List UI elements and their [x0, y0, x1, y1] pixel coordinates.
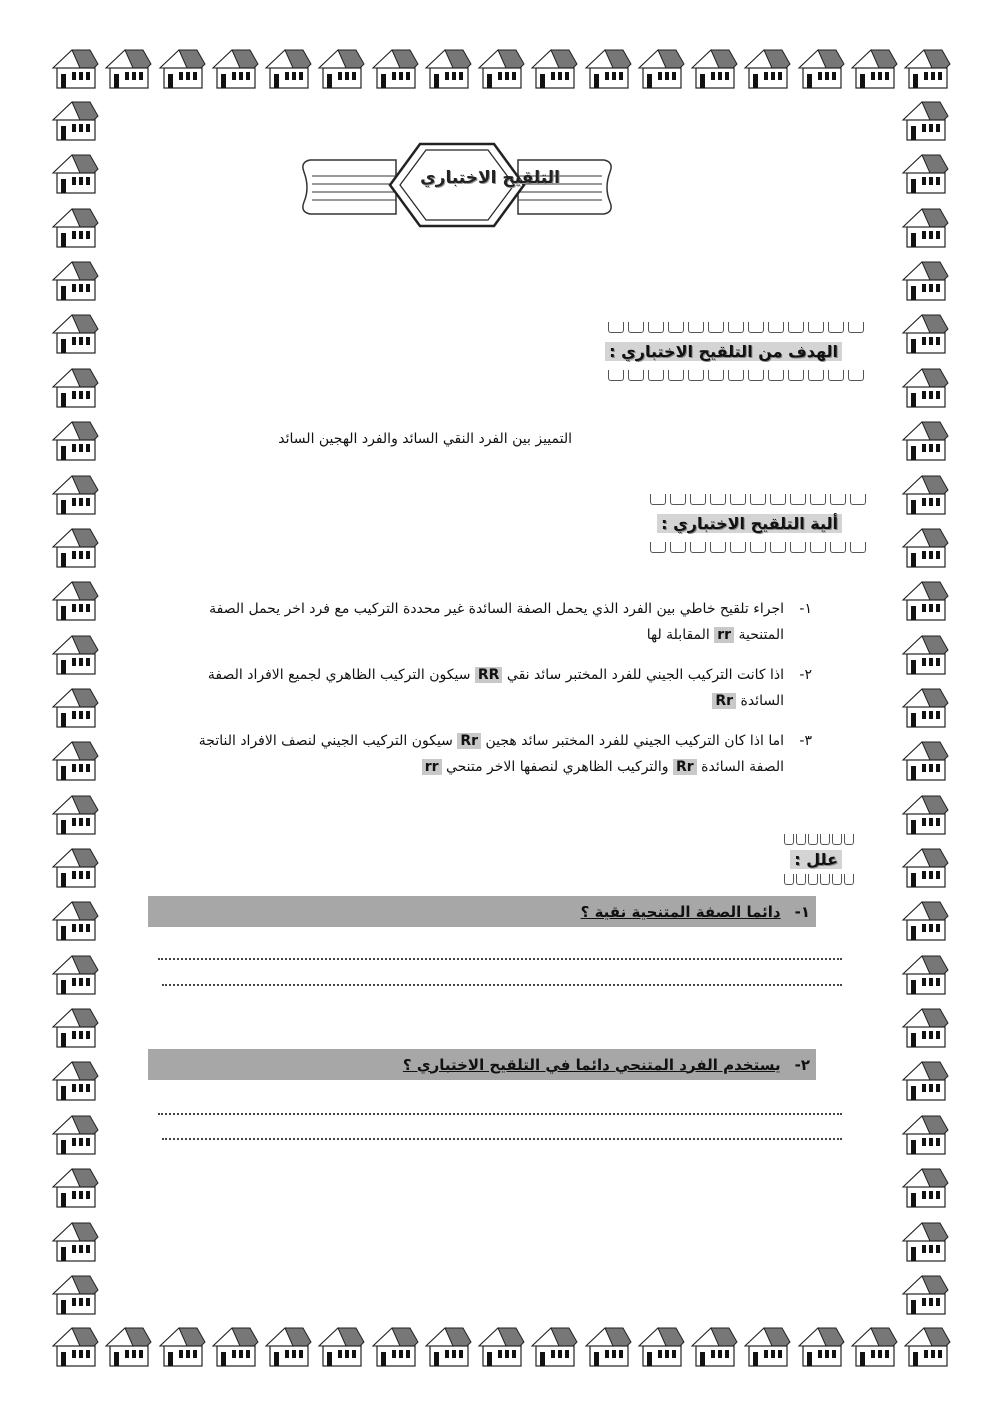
- house-icon: [900, 151, 950, 195]
- house-icon: [900, 258, 950, 302]
- border-top: [50, 46, 952, 90]
- house-icon: [50, 365, 100, 409]
- house-icon: [423, 46, 473, 90]
- house-icon: [636, 1324, 686, 1368]
- house-icon: [157, 1324, 207, 1368]
- house-icon: [902, 46, 952, 90]
- house-icon: [583, 46, 633, 90]
- house-icon: [50, 1324, 100, 1368]
- house-icon: [50, 258, 100, 302]
- house-icon: [50, 46, 100, 90]
- list-item: ٣- اما اذا كان التركيب الجيني للفرد المختبر سائد هجين Rr سيكون التركيب الجيني لنصف الافراد الناتجة الصفة السائدة Rr والتركيب الظاهري لنصفها الاخر متنحي rr: [198, 733, 812, 775]
- house-icon: [900, 632, 950, 676]
- house-icon: [900, 365, 950, 409]
- goal-heading: الهدف من التلقيح الاختباري :: [605, 342, 842, 361]
- house-icon: [50, 738, 100, 782]
- house-icon: [50, 1112, 100, 1156]
- list-item: ٢- اذا كانت التركيب الجيني للفرد المختبر سائد نقي RR سيكون التركيب الظاهري لجميع الافراد الصفة السائدة Rr: [207, 667, 812, 709]
- house-icon: [689, 46, 739, 90]
- house-icon: [900, 738, 950, 782]
- house-icon: [900, 525, 950, 569]
- house-icon: [900, 205, 950, 249]
- house-icon: [476, 46, 526, 90]
- house-icon: [50, 311, 100, 355]
- house-icon: [796, 1324, 846, 1368]
- house-icon: [103, 46, 153, 90]
- house-icon: [900, 1005, 950, 1049]
- house-icon: [50, 792, 100, 836]
- border-bottom: [50, 1324, 952, 1368]
- house-icon: [50, 632, 100, 676]
- house-icon: [900, 98, 950, 142]
- answer-line[interactable]: [162, 1138, 842, 1140]
- page-title: التلقيح الاختباري: [420, 168, 560, 188]
- house-icon: [900, 1219, 950, 1263]
- house-icon: [902, 1324, 952, 1368]
- house-icon: [900, 845, 950, 889]
- house-icon: [50, 685, 100, 729]
- house-icon: [900, 472, 950, 516]
- answer-line[interactable]: [158, 958, 842, 960]
- question-bar: ١- دائما الصفة المتنحية نقية ؟: [148, 896, 816, 927]
- house-icon: [50, 898, 100, 942]
- border-left: [50, 98, 102, 1316]
- goal-text: التمييز بين الفرد النقي السائد والفرد الهجين السائد: [278, 431, 572, 447]
- border-right: [900, 98, 952, 1316]
- house-icon: [50, 845, 100, 889]
- question-bar: ٢- يستخدم الفرد المتنحي دائما في التلقيح الاختباري ؟: [148, 1049, 816, 1080]
- house-icon: [50, 1272, 100, 1316]
- mechanism-list: [172, 596, 812, 794]
- house-icon: [423, 1324, 473, 1368]
- house-icon: [529, 1324, 579, 1368]
- house-icon: [50, 1005, 100, 1049]
- house-icon: [50, 525, 100, 569]
- house-icon: [50, 418, 100, 462]
- house-icon: [316, 46, 366, 90]
- house-icon: [900, 418, 950, 462]
- house-icon: [50, 472, 100, 516]
- list-item: ١- اجراء تلقيح خاطي بين الفرد الذي يحمل الصفة السائدة غير محددة التركيب مع فرد اخر يحمل الصفة المتنحية rr المقابلة لها: [209, 601, 812, 643]
- house-icon: [50, 1219, 100, 1263]
- answer-line[interactable]: [162, 984, 842, 986]
- house-icon: [900, 1058, 950, 1102]
- house-icon: [263, 1324, 313, 1368]
- house-icon: [476, 1324, 526, 1368]
- answer-line[interactable]: [158, 1113, 842, 1115]
- house-icon: [50, 578, 100, 622]
- house-icon: [900, 1112, 950, 1156]
- house-icon: [900, 898, 950, 942]
- house-icon: [742, 1324, 792, 1368]
- house-icon: [210, 46, 260, 90]
- house-icon: [900, 792, 950, 836]
- house-icon: [900, 1165, 950, 1209]
- house-icon: [529, 46, 579, 90]
- house-icon: [263, 46, 313, 90]
- house-icon: [50, 952, 100, 996]
- house-icon: [50, 151, 100, 195]
- house-icon: [900, 311, 950, 355]
- house-icon: [50, 1165, 100, 1209]
- house-icon: [50, 98, 100, 142]
- house-icon: [157, 46, 207, 90]
- scroll-decoration: [784, 834, 856, 848]
- scroll-decoration: [608, 322, 868, 336]
- house-icon: [796, 46, 846, 90]
- house-icon: [900, 1272, 950, 1316]
- scroll-decoration: [650, 494, 870, 508]
- house-icon: [370, 1324, 420, 1368]
- house-icon: [849, 46, 899, 90]
- house-icon: [636, 46, 686, 90]
- house-icon: [316, 1324, 366, 1368]
- house-icon: [849, 1324, 899, 1368]
- house-icon: [50, 205, 100, 249]
- house-icon: [583, 1324, 633, 1368]
- house-icon: [900, 685, 950, 729]
- house-icon: [50, 1058, 100, 1102]
- scroll-decoration: [650, 542, 870, 556]
- house-icon: [210, 1324, 260, 1368]
- scroll-decoration: [784, 874, 856, 888]
- house-icon: [900, 578, 950, 622]
- scroll-decoration: [608, 370, 868, 384]
- think-heading: علل :: [790, 850, 842, 869]
- mechanism-heading: ألية التلقيح الاختباري :: [657, 514, 842, 533]
- house-icon: [689, 1324, 739, 1368]
- house-icon: [900, 952, 950, 996]
- house-icon: [742, 46, 792, 90]
- house-icon: [103, 1324, 153, 1368]
- house-icon: [370, 46, 420, 90]
